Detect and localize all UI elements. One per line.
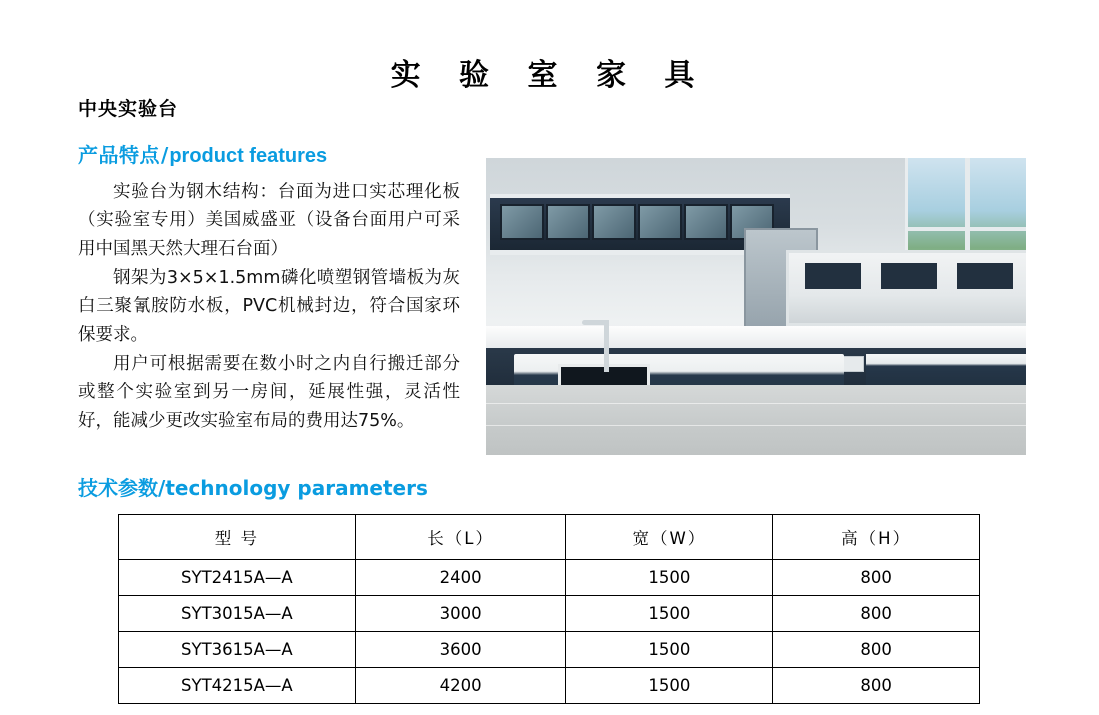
table-cell-width: 1500 xyxy=(566,596,773,632)
table-cell-model: SYT2415A—A xyxy=(119,560,356,596)
table-header-row xyxy=(119,515,980,560)
features-heading-en: product features xyxy=(169,145,328,167)
cabinet-glass-door xyxy=(592,204,636,240)
specification-table xyxy=(118,514,980,704)
feature-paragraph: 用户可根据需要在数小时之内自行搬迁部分或整个实验室到另一房间，延展性强，灵活性好，能减少更改实验室布局的费用达75%。 xyxy=(78,354,460,431)
product-subtitle: 中央实验台 xyxy=(78,98,179,120)
features-heading-separator: / xyxy=(161,143,169,167)
table-cell-width: 1500 xyxy=(566,560,773,596)
left-content-column xyxy=(78,94,460,436)
table-cell-height: 800 xyxy=(773,668,980,704)
section-heading-technology-parameters xyxy=(78,472,428,501)
table-row xyxy=(119,668,980,704)
faucet-graphic xyxy=(604,320,609,372)
table-cell-length: 3600 xyxy=(355,632,566,668)
params-heading-en: technology parameters xyxy=(165,476,428,500)
photo-scene xyxy=(486,158,1026,455)
center-reagent-shelf xyxy=(786,250,1026,326)
table-cell-model: SYT4215A—A xyxy=(119,668,356,704)
table-cell-model: SYT3015A—A xyxy=(119,596,356,632)
table-header-cell: 高（H） xyxy=(773,515,980,560)
table-header-cell: 型 号 xyxy=(119,515,356,560)
params-heading-cn: 技术参数 xyxy=(78,476,158,500)
feature-paragraph: 钢架为3×5×1.5mm磷化喷塑钢管墙板为灰白三聚氰胺防水板，PVC机械封边，符合国家环保要求。 xyxy=(78,268,460,345)
section-heading-product-features xyxy=(78,139,460,168)
table-cell-width: 1500 xyxy=(566,632,773,668)
table-header-cell: 长（L） xyxy=(355,515,566,560)
table-cell-width: 1500 xyxy=(566,668,773,704)
floor-line xyxy=(486,403,1026,404)
table-cell-length: 4200 xyxy=(355,668,566,704)
table-cell-model: SYT3615A—A xyxy=(119,632,356,668)
table-row xyxy=(119,596,980,632)
cabinet-glass-door xyxy=(638,204,682,240)
table-header-cell: 宽（W） xyxy=(566,515,773,560)
shelf-panel xyxy=(805,263,861,289)
product-features-body xyxy=(78,178,460,435)
shelf-panel xyxy=(881,263,937,289)
floor-line xyxy=(486,425,1026,426)
shelf-panel xyxy=(957,263,1013,289)
cabinet-glass-door xyxy=(500,204,544,240)
laboratory-bench-photo xyxy=(486,158,1026,455)
features-heading-cn: 产品特点 xyxy=(78,143,160,167)
table-cell-height: 800 xyxy=(773,632,980,668)
floor-surface xyxy=(486,385,1026,455)
params-heading-separator: / xyxy=(158,476,166,500)
table-cell-length: 3000 xyxy=(355,596,566,632)
table-row xyxy=(119,632,980,668)
table-row xyxy=(119,560,980,596)
page-title: 实 验 室 家 具 xyxy=(390,58,709,93)
table-cell-length: 2400 xyxy=(355,560,566,596)
table-cell-height: 800 xyxy=(773,560,980,596)
cabinet-glass-door xyxy=(546,204,590,240)
feature-paragraph: 实验台为钢木结构：台面为进口实芯理化板（实验室专用）美国威盛亚（设备台面用户可采用中国黑天然大理石台面） xyxy=(78,182,460,259)
table-cell-height: 800 xyxy=(773,596,980,632)
bench-countertop xyxy=(486,326,1026,348)
cabinet-glass-door xyxy=(684,204,728,240)
